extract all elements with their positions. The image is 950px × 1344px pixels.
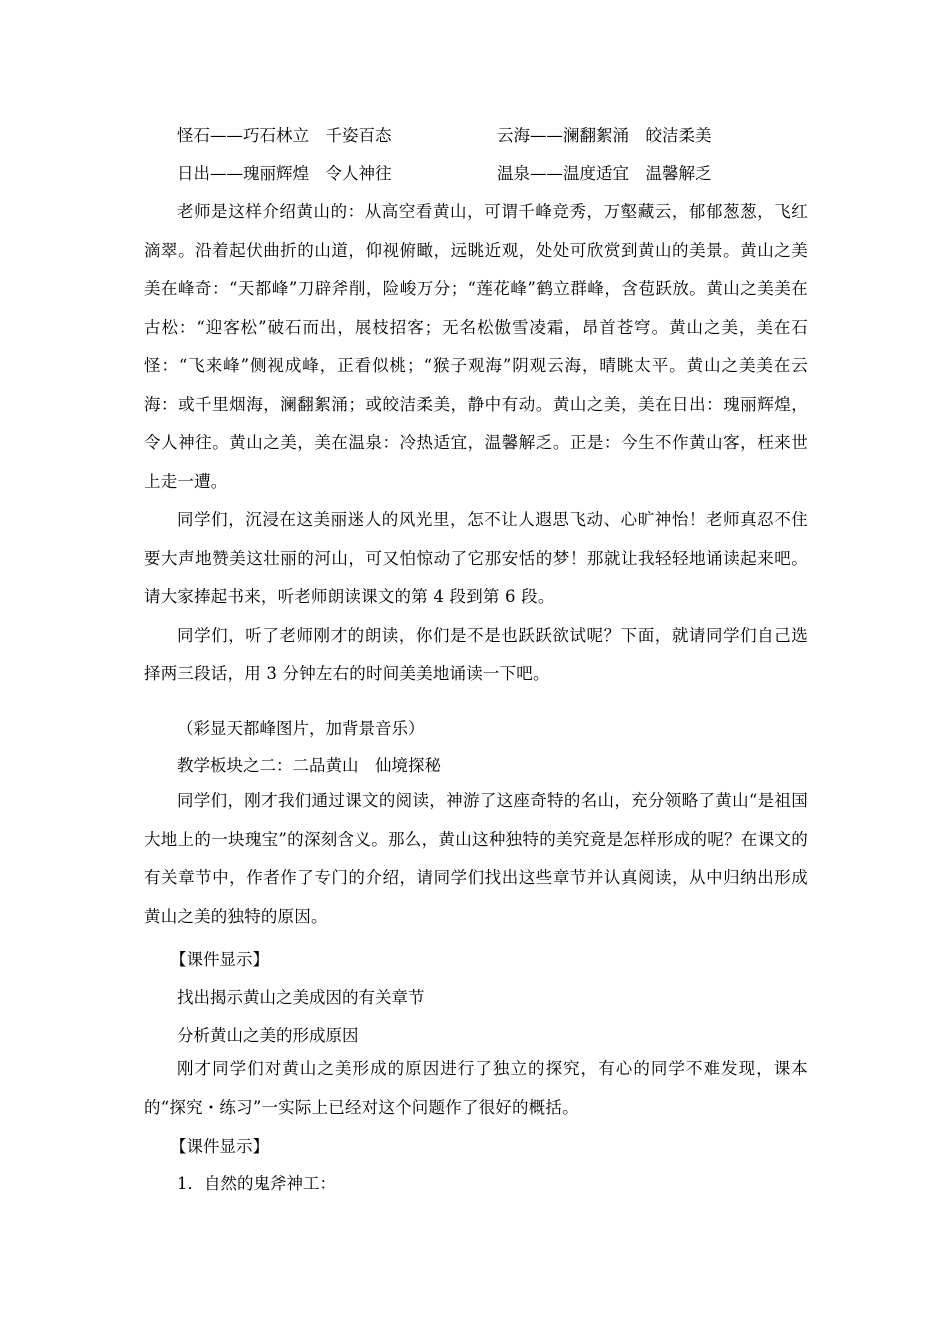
courseware-label: 【课件显示】: [170, 950, 269, 969]
scenery-pair-left: 怪石——巧石林立 千姿百态: [177, 126, 392, 145]
paragraph: 同学们，刚才我们通过课文的阅读，神游了这座奇特的名山，充分领略了黄山“是祖国大地上的一块瑰宝”的深刻含义。那么，黄山这种独特的美究竟是怎样形成的呢？在课文的有关章节中，作者作了专门的介绍，请同学们找出这些章节并认真阅读，从中归纳出形成黄山之美的独特的原因。: [144, 791, 808, 926]
section2-paragraph-block: [144, 782, 808, 936]
courseware-item: 找出揭示黄山之美成因的有关章节: [177, 988, 425, 1007]
scenery-pair-left: 日出——瑰丽辉煌 令人神往: [177, 164, 392, 183]
paragraph: 老师是这样介绍黄山的：从高空看黄山，可谓千峰竞秀，万壑藏云，郁郁葱葱，飞红滴翠。沿着起伏曲折的山道，仰视俯瞰，远眺近观，处处可欣赏到黄山的美景。黄山之美美在峰奇：“天都峰”刀辟斧削，险峻万分；“莲花峰”鹤立群峰，含苞跃放。黄山之美美在古松：“迎客松”破石而出，展枝招客；无名松傲雪凌霜，昂首苍穹。黄山之美，美在石怪：“飞来峰”侧视成峰，正看似桃；“猴子观海”阴观云海，晴眺太平。黄山之美美在云海：或千里烟海，澜翻絮涌；或皎洁柔美，静中有动。黄山之美，美在日出：瑰丽辉煌，令人神往。黄山之美，美在温泉：冷热适宜，温馨解乏。正是：今生不作黄山客，枉来世上走一遭。: [144, 202, 808, 491]
paragraph: 刚才同学们对黄山之美形成的原因进行了独立的探究，有心的同学不难发现，课本的“探究・练习”一实际上已经对这个问题作了很好的概括。: [144, 1059, 808, 1117]
intro-paragraphs: [144, 193, 808, 694]
list-item: 1．自然的鬼斧神工：: [177, 1174, 336, 1193]
section3-paragraph-block: [144, 1050, 808, 1127]
scenery-pair-right: 云海——澜翻絮涌 皎洁柔美: [497, 126, 712, 145]
section-heading: 教学板块之二：二品黄山 仙境探秘: [177, 756, 441, 775]
paragraph: 同学们，听了老师刚才的朗读，你们是不是也跃跃欲试呢？下面，就请同学们自己选择两三段话，用 3 分钟左右的时间美美地诵读一下吧。: [144, 625, 808, 683]
scenery-pair-row: [177, 159, 777, 189]
paragraph: 同学们，沉浸在这美丽迷人的风光里，怎不让人遐思飞动、心旷神怡！老师真忍不住要大声地赞美这壮丽的河山，可又怕惊动了它那安恬的梦！那就让我轻轻地诵读起来吧。请大家捧起书来，听老师朗读课文的第 4 段到第 6 段。: [144, 510, 808, 606]
picture-note: （彩显天都峰图片，加背景音乐）: [177, 719, 425, 738]
scenery-pair-row: [177, 121, 777, 151]
scenery-pair-right: 温泉——温度适宜 温馨解乏: [497, 164, 712, 183]
courseware-label: 【课件显示】: [170, 1137, 269, 1156]
courseware-item: 分析黄山之美的形成原因: [177, 1026, 359, 1045]
